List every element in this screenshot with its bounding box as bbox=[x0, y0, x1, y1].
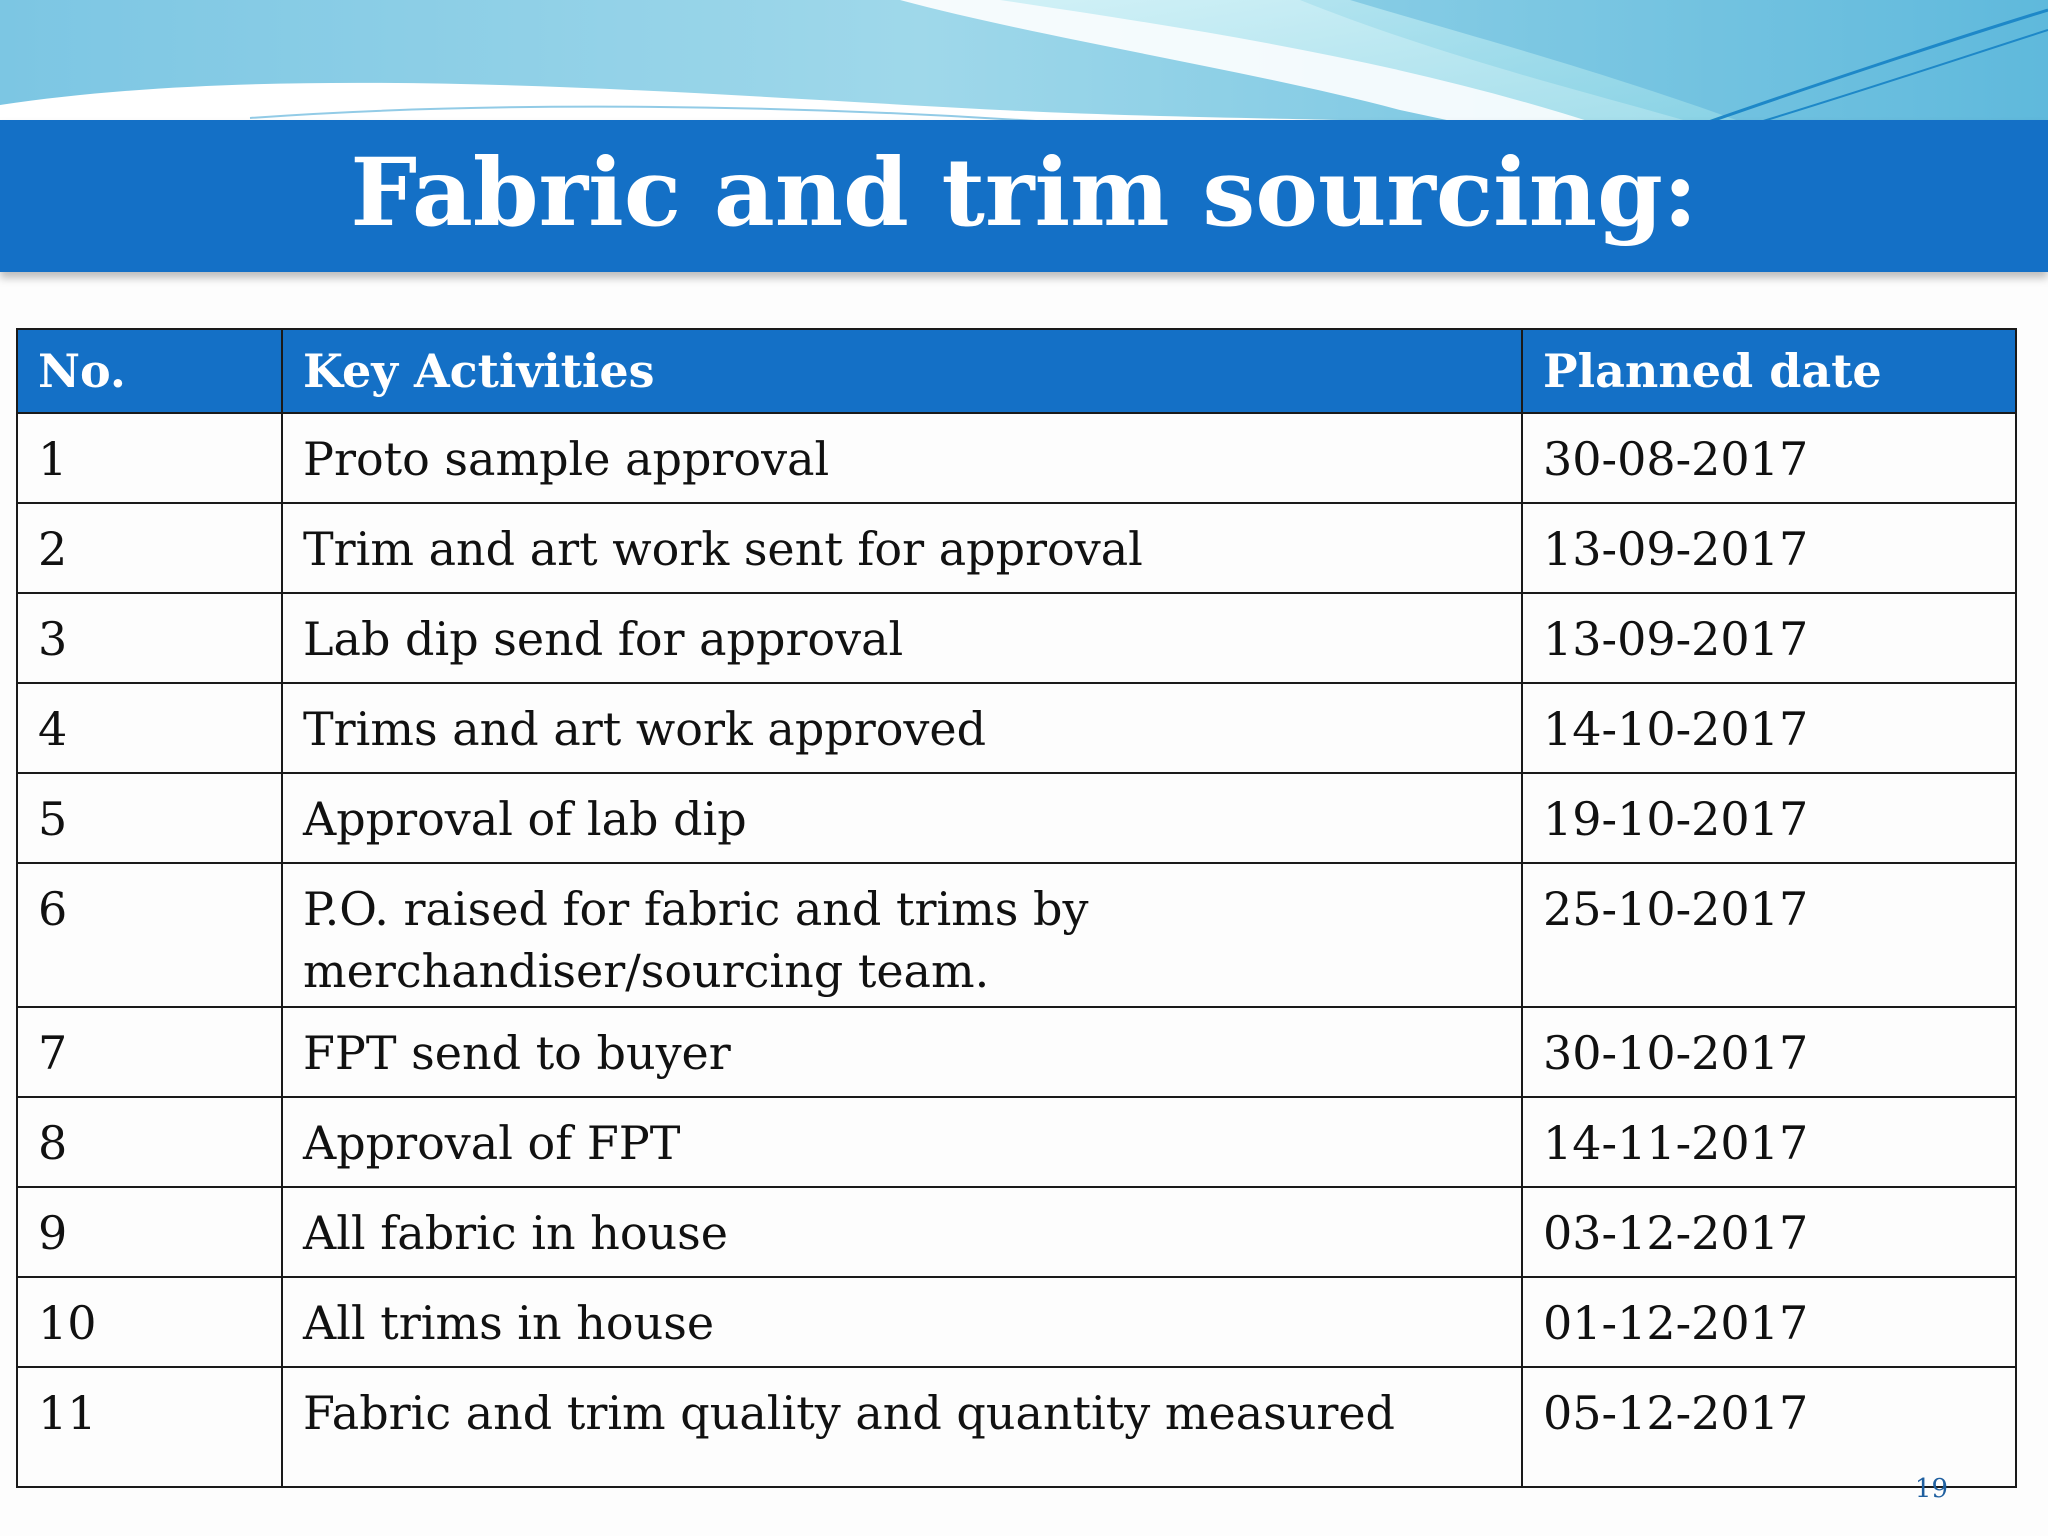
cell-date: 14-10-2017 bbox=[1522, 683, 2016, 773]
cell-activity: Trim and art work sent for approval bbox=[282, 503, 1522, 593]
cell-activity: Lab dip send for approval bbox=[282, 593, 1522, 683]
cell-date: 19-10-2017 bbox=[1522, 773, 2016, 863]
cell-no: 7 bbox=[17, 1007, 282, 1097]
cell-date: 13-09-2017 bbox=[1522, 503, 2016, 593]
cell-date: 03-12-2017 bbox=[1522, 1187, 2016, 1277]
table-row bbox=[17, 413, 2016, 503]
cell-no: 9 bbox=[17, 1187, 282, 1277]
cell-activity: All fabric in house bbox=[282, 1187, 1522, 1277]
cell-activity: Approval of lab dip bbox=[282, 773, 1522, 863]
cell-activity: Trims and art work approved bbox=[282, 683, 1522, 773]
cell-no: 8 bbox=[17, 1097, 282, 1187]
header-key-activities: Key Activities bbox=[282, 329, 1522, 413]
header-no: No. bbox=[17, 329, 282, 413]
cell-date: 30-10-2017 bbox=[1522, 1007, 2016, 1097]
cell-activity: Fabric and trim quality and quantity measured bbox=[282, 1367, 1522, 1487]
cell-no: 6 bbox=[17, 863, 282, 1007]
cell-no: 10 bbox=[17, 1277, 282, 1367]
table-header-row bbox=[17, 329, 2016, 413]
cell-date: 05-12-2017 bbox=[1522, 1367, 2016, 1487]
cell-no: 5 bbox=[17, 773, 282, 863]
cell-no: 11 bbox=[17, 1367, 282, 1487]
table-row bbox=[17, 503, 2016, 593]
cell-no: 4 bbox=[17, 683, 282, 773]
cell-no: 2 bbox=[17, 503, 282, 593]
cell-date: 01-12-2017 bbox=[1522, 1277, 2016, 1367]
cell-no: 1 bbox=[17, 413, 282, 503]
table-row bbox=[17, 593, 2016, 683]
sourcing-table-container bbox=[16, 328, 2015, 1488]
cell-date: 25-10-2017 bbox=[1522, 863, 2016, 1007]
cell-date: 13-09-2017 bbox=[1522, 593, 2016, 683]
table-row bbox=[17, 773, 2016, 863]
table-row bbox=[17, 1097, 2016, 1187]
cell-activity: All trims in house bbox=[282, 1277, 1522, 1367]
slide-title: Fabric and trim sourcing: bbox=[350, 138, 1698, 248]
table-row bbox=[17, 683, 2016, 773]
table-row bbox=[17, 1187, 2016, 1277]
title-bar bbox=[0, 120, 2048, 272]
table-row bbox=[17, 1007, 2016, 1097]
decorative-wave-banner bbox=[0, 0, 2048, 125]
header-planned-date: Planned date bbox=[1522, 329, 2016, 413]
table-row bbox=[17, 863, 2016, 1007]
page-number: 19 bbox=[1914, 1474, 1948, 1504]
sourcing-table bbox=[16, 328, 2017, 1488]
cell-activity: Approval of FPT bbox=[282, 1097, 1522, 1187]
cell-activity: Proto sample approval bbox=[282, 413, 1522, 503]
cell-date: 30-08-2017 bbox=[1522, 413, 2016, 503]
cell-activity: P.O. raised for fabric and trims by merchandiser/sourcing team. bbox=[282, 863, 1522, 1007]
cell-activity: FPT send to buyer bbox=[282, 1007, 1522, 1097]
cell-no: 3 bbox=[17, 593, 282, 683]
table-row bbox=[17, 1277, 2016, 1367]
cell-date: 14-11-2017 bbox=[1522, 1097, 2016, 1187]
table-row bbox=[17, 1367, 2016, 1487]
